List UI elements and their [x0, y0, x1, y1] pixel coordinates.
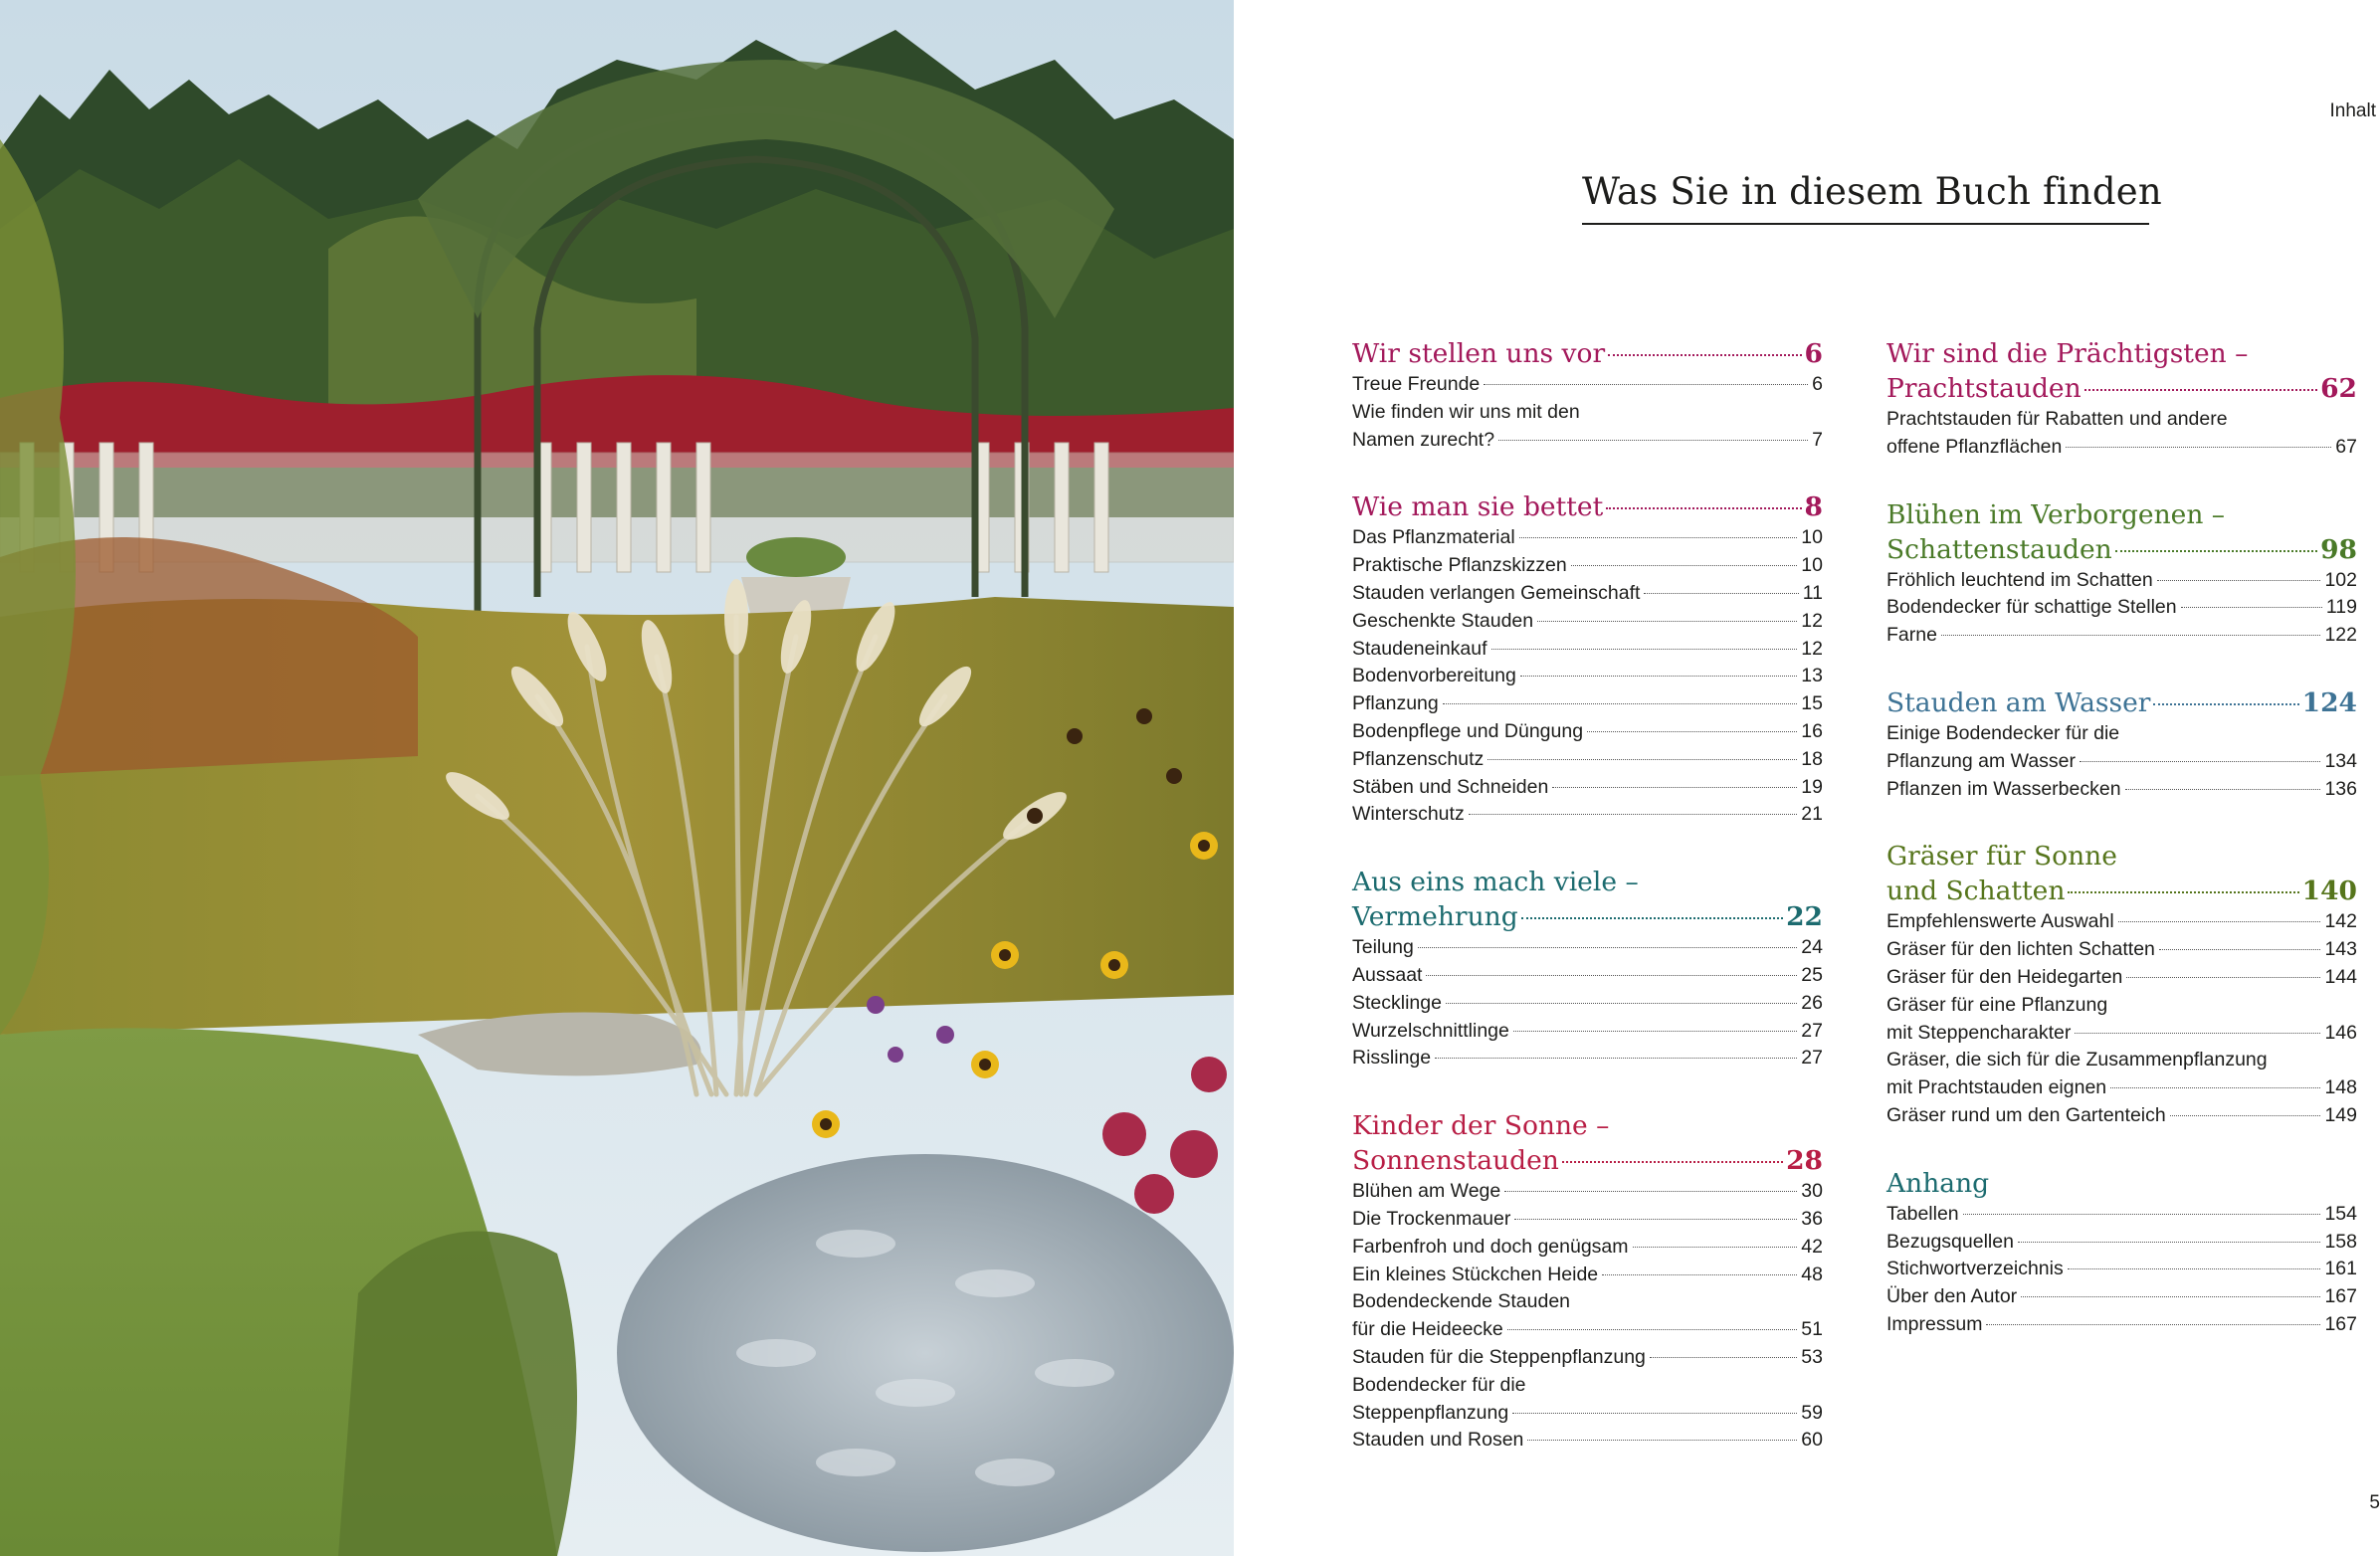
- entry-row: [1352, 934, 1823, 962]
- entry-label: Pflanzenschutz: [1352, 747, 1485, 770]
- section-title-text: Anhang: [1886, 1167, 1990, 1199]
- entry-row: [1886, 434, 2357, 462]
- entry-page-number: 122: [2324, 624, 2357, 647]
- entry-page-number: 30: [1801, 1180, 1823, 1203]
- leader-dots: [1941, 635, 2321, 636]
- entry-label: offene Pflanzflächen: [1886, 435, 2063, 458]
- section-title-line: [1886, 371, 2357, 406]
- toc-entry[interactable]: [1352, 636, 1823, 664]
- entry-page-number: 60: [1801, 1429, 1823, 1452]
- entry-label-line: Bodendeckende Stauden: [1352, 1290, 1571, 1313]
- section-title[interactable]: [1886, 1166, 2357, 1201]
- leader-dots: [1552, 787, 1797, 788]
- section-page-number: 6: [1804, 338, 1823, 369]
- entry-label: Tabellen: [1886, 1202, 1959, 1225]
- toc-entry[interactable]: [1352, 399, 1823, 455]
- leader-dots: [2115, 550, 2317, 552]
- toc-entry[interactable]: [1886, 720, 2357, 776]
- section-page-number: 98: [2320, 533, 2357, 565]
- toc-entry[interactable]: [1352, 1178, 1823, 1206]
- toc-entry[interactable]: [1352, 774, 1823, 802]
- toc-entry[interactable]: [1352, 580, 1823, 608]
- leader-dots: [2021, 1296, 2320, 1297]
- section-title-text: und Schatten: [1886, 875, 2066, 907]
- entry-label: Treue Freunde: [1352, 373, 1481, 395]
- entry-row: [1886, 936, 2357, 964]
- entry-label: Namen zurecht?: [1352, 428, 1495, 451]
- entry-row: [1886, 964, 2357, 992]
- entry-label: Stauden und Rosen: [1352, 1429, 1524, 1452]
- toc-entry[interactable]: [1352, 1288, 1823, 1344]
- entry-row: [1886, 1020, 2357, 1048]
- leader-dots: [1562, 1161, 1783, 1163]
- toc-entry[interactable]: [1352, 962, 1823, 990]
- entry-label: Pflanzung am Wasser: [1886, 749, 2077, 772]
- leader-dots: [1513, 1031, 1797, 1032]
- entry-page-number: 161: [2324, 1258, 2357, 1280]
- entry-label: Bezugsquellen: [1886, 1230, 2014, 1253]
- entry-page-number: 53: [1801, 1345, 1823, 1368]
- page-number: 5: [2369, 1492, 2380, 1513]
- toc-entry[interactable]: [1352, 1344, 1823, 1372]
- entry-label-line: Gräser, die sich für die Zusammenpflanzung: [1886, 1049, 2268, 1071]
- entry-page-number: 16: [1801, 719, 1823, 742]
- leader-dots: [2125, 789, 2321, 790]
- leader-dots: [1435, 1058, 1797, 1059]
- entry-label-line: Gräser für eine Pflanzung: [1886, 993, 2108, 1016]
- entry-label-line: Wie finden wir uns mit den: [1352, 400, 1580, 423]
- toc-entry[interactable]: [1352, 663, 1823, 690]
- toc-column-right: [1886, 336, 2357, 1375]
- entry-label: Impressum: [1886, 1312, 1983, 1335]
- leader-dots: [2068, 891, 2298, 893]
- toc-section: [1886, 1166, 2357, 1339]
- section-title-line: [1352, 489, 1823, 524]
- section-title-line: [1886, 1166, 2357, 1201]
- leader-dots: [2159, 949, 2321, 950]
- section-title-line: [1352, 1143, 1823, 1178]
- entry-page-number: 148: [2324, 1076, 2357, 1099]
- entry-page-number: 10: [1801, 526, 1823, 549]
- entry-row: [1886, 1256, 2357, 1283]
- entry-label: Risslinge: [1352, 1047, 1432, 1070]
- entry-label: Ein kleines Stückchen Heide: [1352, 1263, 1599, 1285]
- section-title[interactable]: [1886, 336, 2357, 406]
- entry-page-number: 21: [1801, 803, 1823, 826]
- entry-label: Die Trockenmauer: [1352, 1207, 1511, 1230]
- entry-label: Gräser rund um den Gartenteich: [1886, 1103, 2166, 1126]
- entry-row: [1886, 776, 2357, 804]
- entry-row: [1352, 427, 1823, 455]
- entry-row: [1886, 748, 2357, 776]
- entry-row: [1352, 1206, 1823, 1234]
- entry-label: Bodenvorbereitung: [1352, 665, 1516, 687]
- entry-page-number: 158: [2324, 1230, 2357, 1253]
- entry-label: Teilung: [1352, 936, 1414, 959]
- entry-page-number: 27: [1801, 1019, 1823, 1042]
- entry-page-number: 142: [2324, 910, 2357, 933]
- section-title[interactable]: [1886, 685, 2357, 720]
- leader-dots: [2126, 977, 2320, 978]
- entry-row: [1352, 524, 1823, 552]
- entry-label: Wurzelschnittlinge: [1352, 1019, 1509, 1042]
- entry-row: [1886, 1074, 2357, 1102]
- section-page-number: 28: [1786, 1145, 1823, 1177]
- entry-row: [1352, 1344, 1823, 1372]
- toc-entry[interactable]: [1886, 1256, 2357, 1283]
- section-title-text: Vermehrung: [1352, 901, 1518, 933]
- entry-row: [1352, 1178, 1823, 1206]
- entry-label: Farbenfroh und doch genügsam: [1352, 1235, 1629, 1258]
- toc-entry[interactable]: [1886, 992, 2357, 1048]
- entry-row: [1886, 1311, 2357, 1339]
- toc-entry[interactable]: [1352, 746, 1823, 774]
- section-page-number: 8: [1804, 491, 1823, 523]
- entry-page-number: 15: [1801, 692, 1823, 715]
- entry-row: [1886, 1102, 2357, 1130]
- entry-label: Stäben und Schneiden: [1352, 775, 1549, 798]
- toc-entry[interactable]: [1886, 406, 2357, 462]
- running-head: Inhalt: [2329, 100, 2376, 121]
- leader-dots: [1608, 354, 1801, 356]
- entry-label: Stichwortverzeichnis: [1886, 1258, 2064, 1280]
- entry-row: [1352, 990, 1823, 1018]
- entry-label: für die Heideecke: [1352, 1318, 1503, 1341]
- toc-section: [1886, 497, 2357, 650]
- leader-dots: [1491, 649, 1798, 650]
- toc-entry[interactable]: [1352, 690, 1823, 718]
- toc-section: [1352, 1108, 1823, 1455]
- leader-dots: [2066, 447, 2331, 448]
- entry-page-number: 48: [1801, 1263, 1823, 1285]
- leader-dots: [2170, 1115, 2321, 1116]
- toc-section: [1886, 839, 2357, 1129]
- entry-page-number: 13: [1801, 665, 1823, 687]
- toc-section: [1886, 685, 2357, 803]
- toc-entry[interactable]: [1352, 1045, 1823, 1072]
- entry-page-number: 154: [2324, 1202, 2357, 1225]
- leader-dots: [1606, 507, 1801, 509]
- entry-page-number: 67: [2335, 435, 2357, 458]
- entry-label: Über den Autor: [1886, 1285, 2018, 1308]
- toc-entry[interactable]: [1886, 936, 2357, 964]
- entry-row: [1352, 801, 1823, 829]
- entry-label: Geschenkte Stauden: [1352, 609, 1534, 632]
- toc-section: [1886, 336, 2357, 462]
- entry-row: [1352, 580, 1823, 608]
- entry-label: Das Pflanzmaterial: [1352, 526, 1515, 549]
- section-title-line: [1886, 685, 2357, 720]
- toc-entry[interactable]: [1352, 1427, 1823, 1455]
- toc-entry[interactable]: [1886, 594, 2357, 622]
- section-title-line: Wir sind die Prächtigsten –: [1886, 338, 2249, 369]
- toc-entry[interactable]: [1886, 1229, 2357, 1257]
- entry-label-line: Bodendecker für die: [1352, 1373, 1526, 1396]
- section-title-line: Kinder der Sonne –: [1352, 1110, 1610, 1142]
- entry-page-number: 146: [2324, 1021, 2357, 1044]
- toc-entry[interactable]: [1886, 776, 2357, 804]
- leader-dots: [1426, 975, 1797, 976]
- toc-entry[interactable]: [1352, 934, 1823, 962]
- section-page-number: 62: [2320, 373, 2357, 404]
- toc-column-left: [1352, 336, 1823, 1490]
- entry-page-number: 51: [1801, 1318, 1823, 1341]
- leader-dots: [2110, 1087, 2320, 1088]
- toc-entry[interactable]: [1352, 608, 1823, 636]
- entry-label: Blühen am Wege: [1352, 1180, 1501, 1203]
- entry-page-number: 27: [1801, 1047, 1823, 1070]
- entry-label: Aussaat: [1352, 963, 1423, 986]
- section-title[interactable]: [1352, 336, 1823, 371]
- leader-dots: [1443, 703, 1798, 704]
- leader-dots: [2068, 1268, 2321, 1269]
- leader-dots: [1519, 537, 1798, 538]
- section-title[interactable]: [1886, 497, 2357, 567]
- toc-entry[interactable]: [1886, 1047, 2357, 1102]
- leader-dots: [1488, 759, 1797, 760]
- contents-page: [1234, 0, 2380, 1556]
- section-page-number: 124: [2301, 686, 2357, 718]
- entry-label: Pflanzen im Wasserbecken: [1886, 777, 2121, 800]
- leader-dots: [1963, 1214, 2321, 1215]
- entry-page-number: 143: [2324, 938, 2357, 961]
- section-title-line: [1886, 532, 2357, 567]
- leader-dots: [2118, 921, 2321, 922]
- toc-entry[interactable]: [1352, 371, 1823, 399]
- leader-dots: [2084, 389, 2317, 391]
- toc-entry[interactable]: [1352, 1372, 1823, 1428]
- leader-dots: [2181, 607, 2322, 608]
- leader-dots: [1521, 917, 1783, 919]
- entry-row: [1352, 774, 1823, 802]
- leader-dots: [2157, 580, 2321, 581]
- leader-dots: [1537, 621, 1797, 622]
- leader-dots: [1484, 384, 1808, 385]
- entry-row: [1352, 608, 1823, 636]
- section-title[interactable]: [1352, 1108, 1823, 1178]
- entry-label: mit Steppencharakter: [1886, 1021, 2072, 1044]
- entry-page-number: 167: [2324, 1312, 2357, 1335]
- entry-label: mit Prachtstauden eignen: [1886, 1076, 2107, 1099]
- entry-page-number: 26: [1801, 991, 1823, 1014]
- entry-row: [1352, 1400, 1823, 1428]
- entry-page-number: 12: [1801, 609, 1823, 632]
- entry-row: [1352, 1262, 1823, 1289]
- toc-entry[interactable]: [1886, 1201, 2357, 1229]
- toc-entry[interactable]: [1352, 718, 1823, 746]
- entry-row: [1886, 1229, 2357, 1257]
- entry-page-number: 19: [1801, 775, 1823, 798]
- entry-label: Pflanzung: [1352, 692, 1439, 715]
- section-title-text: Schattenstauden: [1886, 533, 2112, 565]
- entry-label: Gräser für den Heidegarten: [1886, 965, 2123, 988]
- entry-page-number: 25: [1801, 963, 1823, 986]
- toc-entry[interactable]: [1886, 1102, 2357, 1130]
- page-title: Was Sie in diesem Buch finden: [1582, 170, 2149, 225]
- entry-row: [1352, 552, 1823, 580]
- entry-label-line: Einige Bodendecker für die: [1886, 721, 2120, 744]
- section-page-number: 22: [1786, 901, 1823, 933]
- toc-entry[interactable]: [1886, 622, 2357, 650]
- entry-row: [1352, 1018, 1823, 1046]
- entry-row: [1886, 1201, 2357, 1229]
- entry-row: [1352, 1045, 1823, 1072]
- entry-label: Empfehlenswerte Auswahl: [1886, 910, 2114, 933]
- entry-label: Fröhlich leuchtend im Schatten: [1886, 568, 2153, 591]
- entry-label: Farne: [1886, 624, 1937, 647]
- toc-entry[interactable]: [1352, 552, 1823, 580]
- entry-row: [1352, 636, 1823, 664]
- toc-entry[interactable]: [1886, 964, 2357, 992]
- section-title[interactable]: [1352, 865, 1823, 934]
- section-title-text: Sonnenstauden: [1352, 1145, 1559, 1177]
- section-title-line: Blühen im Verborgenen –: [1886, 498, 2226, 530]
- entry-label-line: Prachtstauden für Rabatten und andere: [1886, 408, 2228, 430]
- entry-row: [1352, 1316, 1823, 1344]
- section-title-text: Wie man sie bettet: [1352, 491, 1604, 523]
- entry-row: [1352, 690, 1823, 718]
- section-title-line: Gräser für Sonne: [1886, 841, 2117, 873]
- entry-page-number: 167: [2324, 1285, 2357, 1308]
- leader-dots: [1527, 1440, 1797, 1441]
- entry-row: [1352, 663, 1823, 690]
- leader-dots: [2075, 1033, 2320, 1034]
- toc-entry[interactable]: [1352, 1234, 1823, 1262]
- leader-dots: [1498, 440, 1808, 441]
- entry-row: [1352, 1234, 1823, 1262]
- section-title[interactable]: [1886, 839, 2357, 908]
- toc-entry[interactable]: [1886, 1311, 2357, 1339]
- leader-dots: [1418, 947, 1798, 948]
- entry-label: Gräser für den lichten Schatten: [1886, 938, 2155, 961]
- entry-label: Bodenpflege und Düngung: [1352, 719, 1584, 742]
- entry-page-number: 10: [1801, 554, 1823, 577]
- section-title-line: [1352, 899, 1823, 934]
- entry-label: Stecklinge: [1352, 991, 1442, 1014]
- entry-row: [1352, 746, 1823, 774]
- leader-dots: [2018, 1242, 2321, 1243]
- entry-row: [1886, 622, 2357, 650]
- entry-label: Stauden für die Steppenpflanzung: [1352, 1345, 1646, 1368]
- entry-label: Staudeneinkauf: [1352, 637, 1488, 660]
- entry-page-number: 136: [2324, 777, 2357, 800]
- section-title-line: [1352, 336, 1823, 371]
- entry-page-number: 149: [2324, 1103, 2357, 1126]
- section-title[interactable]: [1352, 489, 1823, 524]
- leader-dots: [1512, 1413, 1797, 1414]
- entry-label: Bodendecker für schattige Stellen: [1886, 596, 2177, 619]
- leader-dots: [1602, 1274, 1797, 1275]
- entry-page-number: 18: [1801, 747, 1823, 770]
- entry-label: Steppenpflanzung: [1352, 1401, 1509, 1424]
- toc-entry[interactable]: [1352, 1018, 1823, 1046]
- entry-row: [1352, 962, 1823, 990]
- entry-page-number: 119: [2325, 596, 2357, 619]
- entry-row: [1886, 908, 2357, 936]
- toc-entry[interactable]: [1886, 567, 2357, 595]
- toc-entry[interactable]: [1886, 1283, 2357, 1311]
- toc-entry[interactable]: [1352, 990, 1823, 1018]
- entry-page-number: 24: [1801, 936, 1823, 959]
- entry-page-number: 144: [2324, 965, 2357, 988]
- toc-section: [1352, 336, 1823, 454]
- toc-entry[interactable]: [1352, 524, 1823, 552]
- entry-row: [1886, 567, 2357, 595]
- entry-page-number: 6: [1812, 373, 1823, 395]
- leader-dots: [1650, 1357, 1797, 1358]
- leader-dots: [1587, 731, 1797, 732]
- toc-entry[interactable]: [1352, 801, 1823, 829]
- entry-row: [1352, 371, 1823, 399]
- leader-dots: [2153, 703, 2298, 705]
- section-title-line: [1886, 874, 2357, 908]
- entry-page-number: 11: [1802, 581, 1823, 604]
- leader-dots: [1446, 1003, 1797, 1004]
- section-title-text: Stauden am Wasser: [1886, 686, 2151, 718]
- entry-label: Praktische Pflanzskizzen: [1352, 554, 1567, 577]
- entry-row: [1352, 718, 1823, 746]
- toc-entry[interactable]: [1352, 1206, 1823, 1234]
- entry-row: [1886, 594, 2357, 622]
- entry-page-number: 102: [2324, 568, 2357, 591]
- entry-page-number: 134: [2324, 749, 2357, 772]
- entry-page-number: 59: [1801, 1401, 1823, 1424]
- toc-entry[interactable]: [1886, 908, 2357, 936]
- leader-dots: [1986, 1324, 2320, 1325]
- leader-dots: [1504, 1191, 1797, 1192]
- leader-dots: [1644, 593, 1798, 594]
- leader-dots: [1469, 814, 1798, 815]
- section-title-line: Aus eins mach viele –: [1352, 867, 1639, 898]
- toc-section: [1352, 865, 1823, 1072]
- section-title-text: Prachtstauden: [1886, 373, 2082, 404]
- entry-row: [1352, 1427, 1823, 1455]
- leader-dots: [1633, 1247, 1798, 1248]
- leader-dots: [2080, 761, 2320, 762]
- leader-dots: [1514, 1219, 1797, 1220]
- leader-dots: [1571, 565, 1798, 566]
- entry-page-number: 7: [1812, 428, 1823, 451]
- entry-page-number: 12: [1801, 637, 1823, 660]
- entry-page-number: 36: [1801, 1207, 1823, 1230]
- entry-label: Winterschutz: [1352, 803, 1465, 826]
- leader-dots: [1520, 676, 1798, 677]
- section-page-number: 140: [2301, 875, 2357, 907]
- section-title-text: Wir stellen uns vor: [1352, 338, 1606, 369]
- leader-dots: [1507, 1329, 1798, 1330]
- entry-page-number: 42: [1801, 1235, 1823, 1258]
- toc-entry[interactable]: [1352, 1262, 1823, 1289]
- toc-section: [1352, 489, 1823, 829]
- entry-label: Stauden verlangen Gemeinschaft: [1352, 581, 1641, 604]
- entry-row: [1886, 1283, 2357, 1311]
